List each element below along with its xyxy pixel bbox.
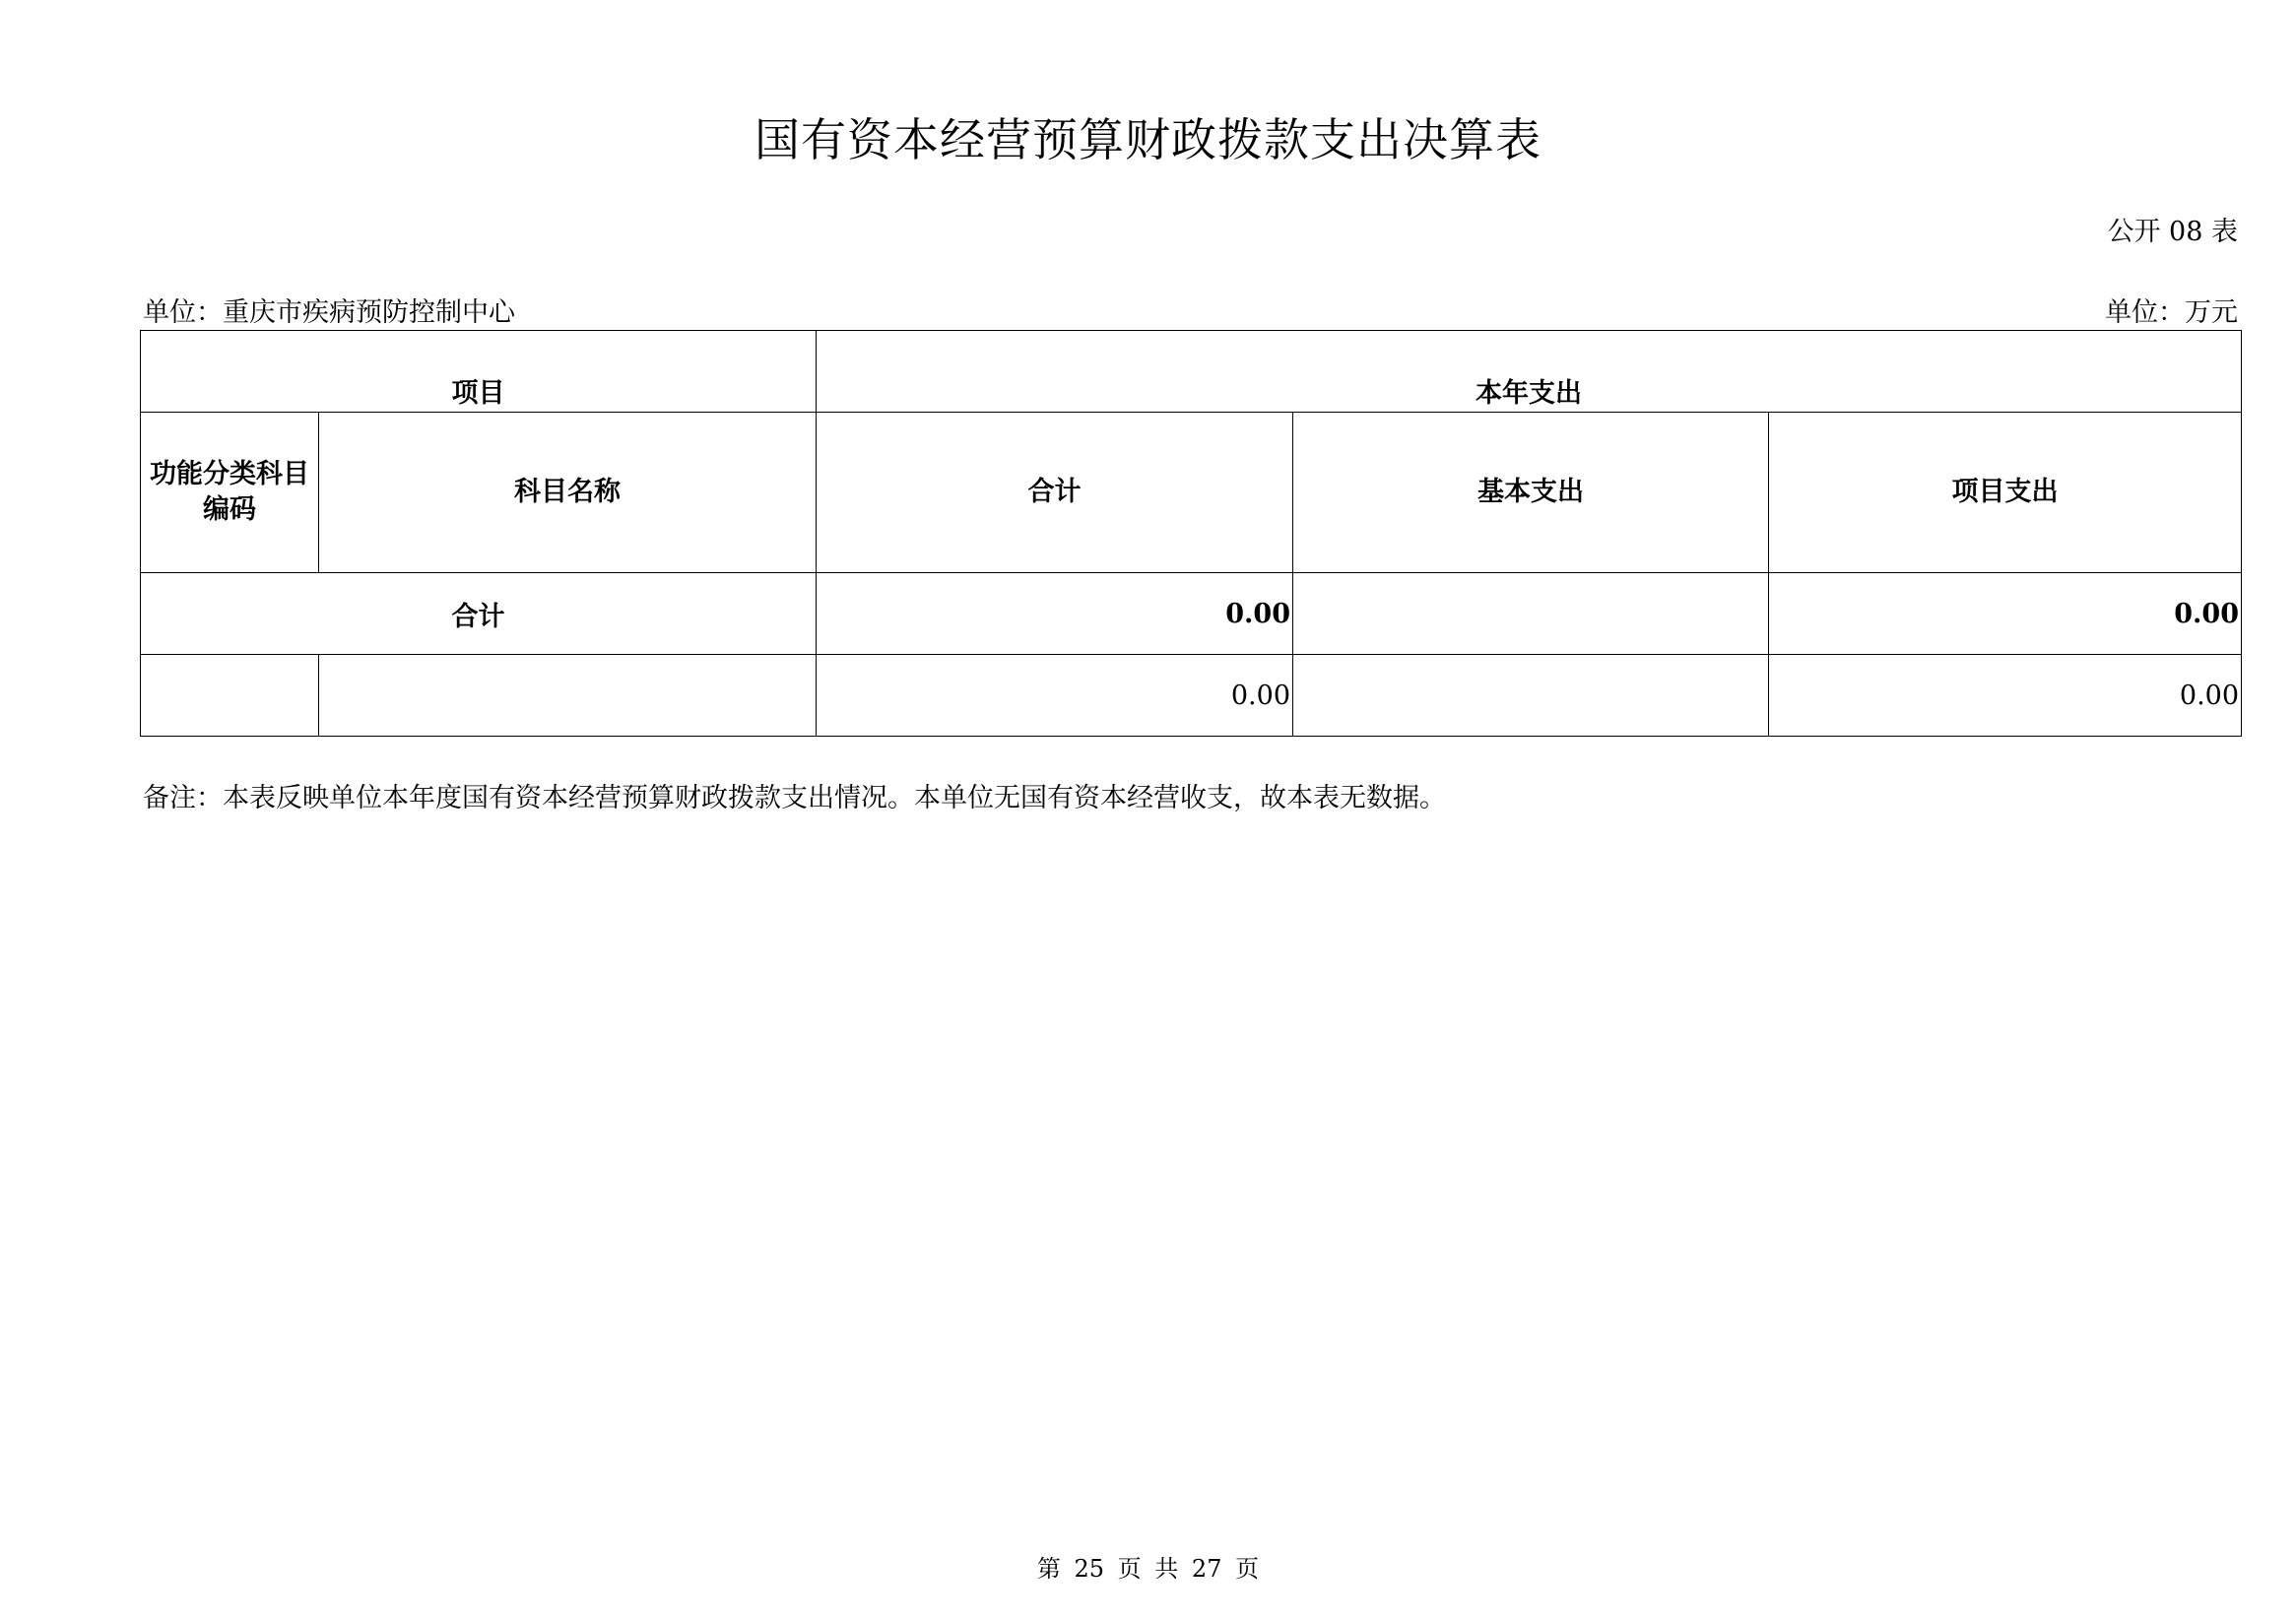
total-row-total: 0.00	[817, 573, 1293, 655]
reporting-unit: 单位：重庆市疾病预防控制中心	[143, 297, 515, 328]
header-current-year-expenditure: 本年支出	[817, 331, 2242, 413]
page-number: 第 25 页 共 27 页	[1036, 1555, 1260, 1583]
currency-unit: 单位：万元	[2105, 297, 2238, 328]
table-note: 备注：本表反映单位本年度国有资本经营预算财政拨款支出情况。本单位无国有资本经营收支，故本表无数据。	[143, 783, 1446, 813]
form-number: 公开 08 表	[2107, 217, 2238, 247]
header-subject-name: 科目名称	[319, 413, 817, 573]
expenditure-table	[140, 330, 2242, 737]
row-project: 0.00	[1769, 655, 2242, 737]
header-project: 项目	[141, 331, 817, 413]
row-code	[141, 655, 319, 737]
total-row-project: 0.00	[1769, 573, 2242, 655]
total-row-label: 合计	[141, 573, 817, 655]
page-title: 国有资本经营预算财政拨款支出决算表	[754, 113, 1542, 166]
header-project-expenditure: 项目支出	[1769, 413, 2242, 573]
row-total: 0.00	[817, 655, 1293, 737]
row-name	[319, 655, 817, 737]
total-row-basic	[1293, 573, 1769, 655]
header-total: 合计	[817, 413, 1293, 573]
table-row	[141, 655, 2242, 737]
header-row-top	[141, 331, 2242, 413]
total-row	[141, 573, 2242, 655]
row-basic	[1293, 655, 1769, 737]
header-row-sub	[141, 413, 2242, 573]
header-basic-expenditure: 基本支出	[1293, 413, 1769, 573]
header-function-code: 功能分类科目编码	[141, 413, 319, 573]
